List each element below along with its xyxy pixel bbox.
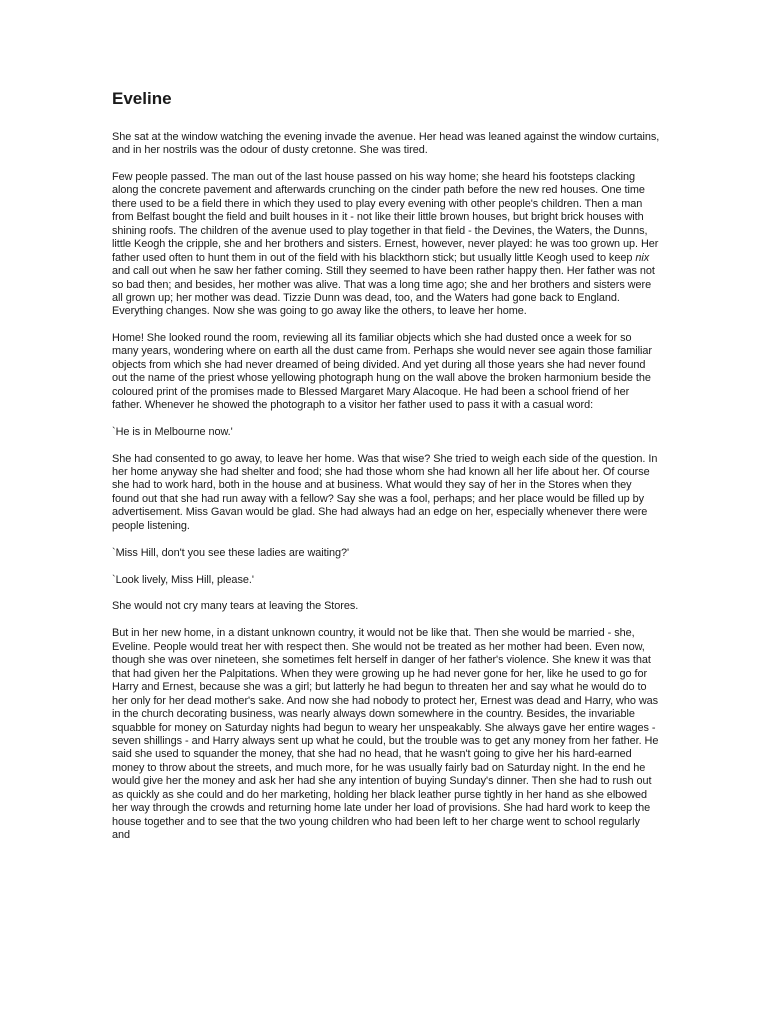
paragraph-2: [112, 171, 660, 319]
quote-melbourne: `He is in Melbourne now.': [112, 425, 233, 438]
paragraph-1: She sat at the window watching the evening invade the avenue. Her head was leaned against the window curtains, and in her nostrils was the odour of dusty cretonne. She was tired.: [112, 131, 660, 157]
paragraph-2-part-a: Few people passed. The man out of the last house passed on his way home; she heard his footsteps clacking along the concrete pavement and afterwards crunching on the cinder path before the new red houses. One time there used to be a field there in which they used to play every evening with other people's children. Then a man from Belfast bought the field and built houses in it - not like their little brown houses, but bright brick houses with shining roofs. The children of the avenue used to play together in that field - the Devines, the Waters, the Dunns, little Keogh the cripple, she and her brothers and sisters. Ernest, however, never played: he was too grown up. Her father used often to hunt them in out of the field with his blackthorn stick; but usually little Keogh used to keep: [112, 170, 659, 264]
quote-look-lively: `Look lively, Miss Hill, please.': [112, 573, 254, 586]
paragraph-stores-tears: She would not cry many tears at leaving the Stores.: [112, 600, 359, 613]
paragraph-5: She had consented to go away, to leave her home. Was that wise? She tried to weigh each side of the question. In her home anyway she had shelter and food; she had those whom she had known all her life about her. Of course she had to work hard, both in the house and at business. What would they say of her in the Stores when they found out that she had run away with a fellow? Say she was a fool, perhaps; and her place would be filled up by advertisement. Miss Gavan would be glad. She had always had an edge on her, especially whenever there were people listening.: [112, 452, 658, 532]
paragraph-3: Home! She looked round the room, reviewing all its familiar objects which she had dusted once a week for so many years, wondering where on earth all the dust came from. Perhaps she would never see again those familiar objects from which she had never dreamed of being divided. And yet during all those years she had never found out the name of the priest whose yellowing photograph hung on the wall above the broken harmonium beside the coloured print of the promises made to Blessed Margaret Mary Alacoque. He had been a school friend of her father. Whenever he showed the photograph to a visitor her father used to pass it with a casual word:: [112, 331, 652, 412]
paragraph-new-home: But in her new home, in a distant unknown country, it would not be like that. Then she would be married - she, Eveline. People would treat her with respect then. She would not be treated as her mother had been. Even now, though she was over nineteen, she sometimes felt herself in danger of her father's violence. She knew it was that that had given her the Palpitations. When they were growing up he had never gone for her, like he used to go for Harry and Ernest, because she was a girl; but latterly he had begun to threaten her and say what he would do to her only for her dead mother's sake. And now she had nobody to protect her, Ernest was dead and Harry, who was in the church decorating business, was nearly always down somewhere in the country. Besides, the invariable squabble for money on Saturday nights had begun to weary her unspeakably. She always gave her entire wages - seven shillings - and Harry always sent up what he could, but the trouble was to get any money from her father. He said she used to squander the money, that she had no head, that he wasn't going to give her his hard-earned money to throw about the streets, and much more, for he was usually fairly bad on Saturday night. In the end he would give her the money and ask her had she any intention of buying Sunday's dinner. Then she had to rush out as quickly as she could and do her marketing, holding her black leather purse tightly in her hand as she elbowed her way through the crowds and returning home late under her load of provisions. She had hard work to keep the house together and to see that the two young children who had been left to her charge went to school regularly and: [112, 627, 659, 842]
quote-miss-hill-waiting: `Miss Hill, don't you see these ladies are waiting?': [112, 546, 350, 559]
document-page: [112, 88, 660, 856]
paragraph-2-part-b: and call out when he saw her father coming. Still they seemed to have been rather happy then. Her father was not so bad then; and besides, her mother was alive. That was a long time ago; she and her brothers and sisters were all grown up; her mother was dead. Tizzie Dunn was dead, too, and the Waters had gone back to England. Everything changes. Now she was going to go away like the others, to leave her home.: [112, 265, 655, 318]
italic-word-nix: nix: [635, 251, 650, 264]
document-title: Eveline: [112, 89, 172, 108]
